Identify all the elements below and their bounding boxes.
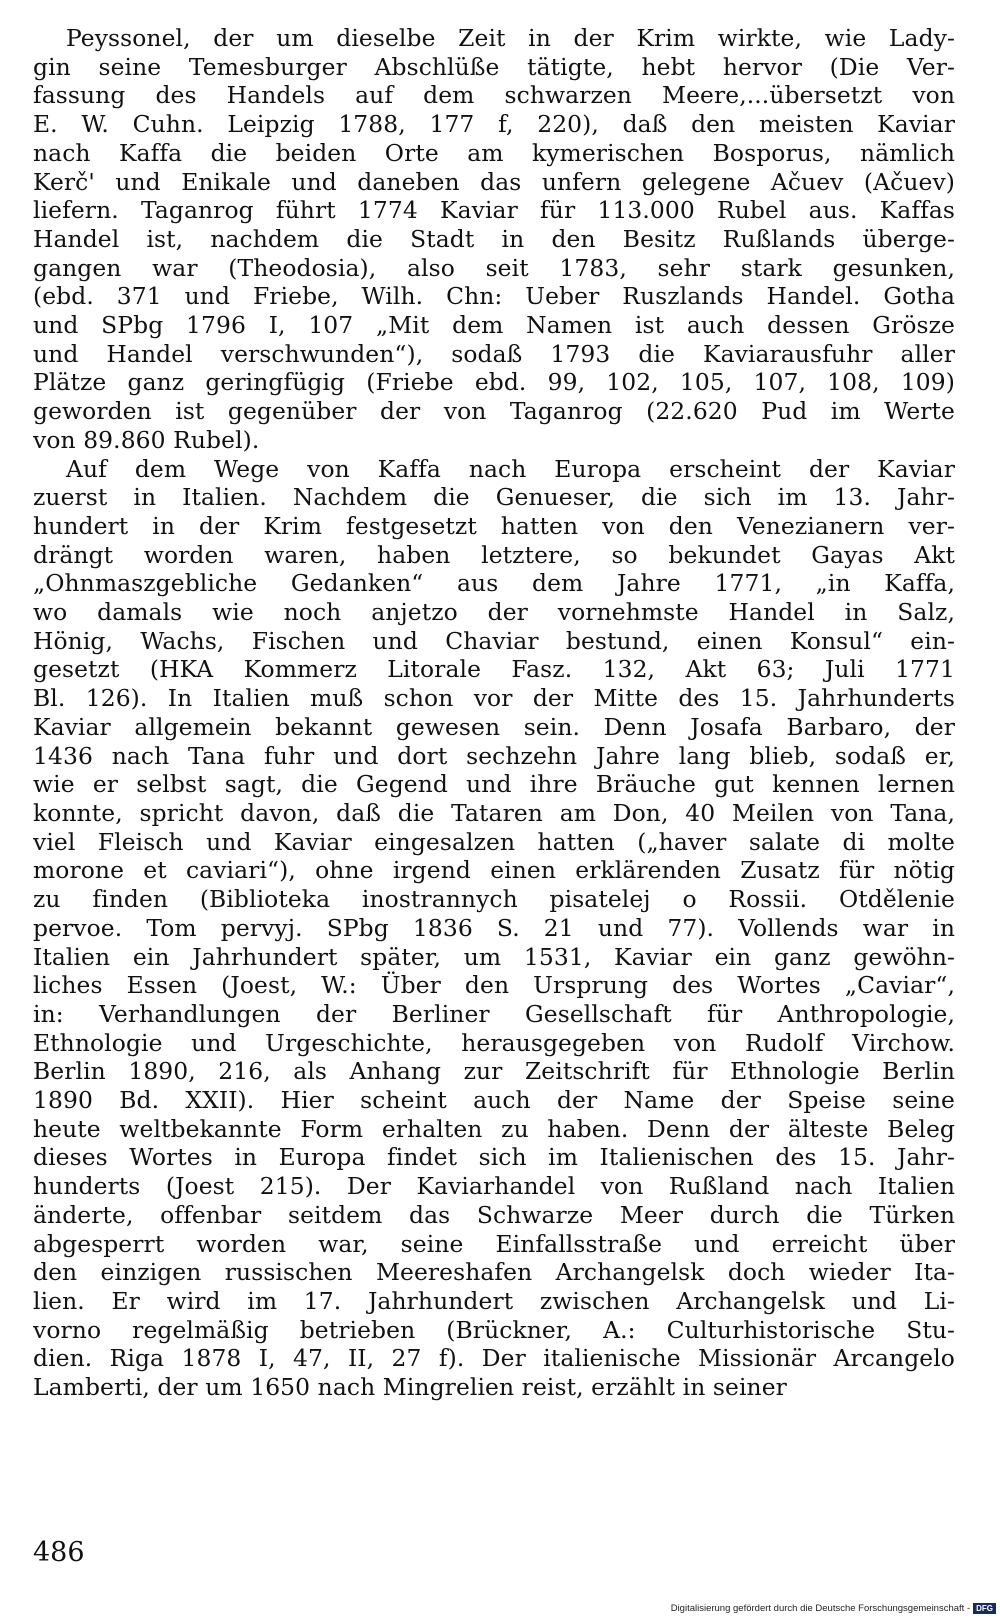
text-line: Auf dem Wege von Kaffa nach Europa erscheint der Kaviar <box>66 454 955 483</box>
text-line: wo damals wie noch anjetzo der vornehmste Handel in Salz, <box>33 598 955 627</box>
dfg-logo: DFG <box>973 1603 996 1614</box>
text-line: lien. Er wird im 17. Jahrhundert zwischen Archangelsk und Li- <box>33 1286 955 1315</box>
paragraph-1 <box>33 24 955 455</box>
text-line: (ebd. 371 und Friebe, Wilh. Chn: Ueber Ruszlands Handel. Gotha <box>33 282 955 311</box>
text-line: gangen war (Theodosia), also seit 1783, sehr stark gesunken, <box>33 253 955 282</box>
text-line: heute weltbekannte Form erhalten zu haben. Denn der älteste Beleg <box>33 1114 955 1143</box>
text-line: zuerst in Italien. Nachdem die Genueser, die sich im 13. Jahr- <box>33 483 955 512</box>
text-line: 1436 nach Tana fuhr und dort sechzehn Jahre lang blieb, sodaß er, <box>33 741 955 770</box>
text-line: Ethnologie und Urgeschichte, herausgegeben von Rudolf Virchow. <box>33 1028 955 1057</box>
document-body <box>33 24 955 1402</box>
paragraph-2 <box>33 455 955 1402</box>
text-line: abgesperrt worden war, seine Einfallsstraße und erreicht über <box>33 1229 955 1258</box>
page-number: 486 <box>33 1537 85 1568</box>
text-line: nach Kaffa die beiden Orte am kymerischen Bosporus, nämlich <box>33 138 955 167</box>
text-line: den einzigen russischen Meereshafen Archangelsk doch wieder Ita- <box>33 1258 955 1287</box>
text-line: liches Essen (Joest, W.: Über den Ursprung des Wortes „Caviar“, <box>33 971 955 1000</box>
text-line: gesetzt (HKA Kommerz Litorale Fasz. 132, Akt 63; Juli 1771 <box>33 655 955 684</box>
text-line: morone et caviari“), ohne irgend einen erklärenden Zusatz für nötig <box>33 856 955 885</box>
text-line: und Handel verschwunden“), sodaß 1793 die Kaviarausfuhr aller <box>33 339 955 368</box>
text-line: zu finden (Biblioteka inostrannych pisatelej o Rossii. Otdělenie <box>33 885 955 914</box>
text-line: Hönig, Wachs, Fischen und Chaviar bestund, einen Konsul“ ein- <box>33 626 955 655</box>
text-line: Berlin 1890, 216, als Anhang zur Zeitschrift für Ethnologie Berlin <box>33 1057 955 1086</box>
text-line: pervoe. Tom pervyj. SPbg 1836 S. 21 und 77). Vollends war in <box>33 913 955 942</box>
text-line: in: Verhandlungen der Berliner Gesellschaft für Anthropologie, <box>33 999 955 1028</box>
text-line: dien. Riga 1878 I, 47, II, 27 f). Der italienische Missionär Arcangelo <box>33 1344 955 1373</box>
text-line: Kaviar allgemein bekannt gewesen sein. Denn Josafa Barbaro, der <box>33 712 955 741</box>
text-line: fassung des Handels auf dem schwarzen Meere,...übersetzt von <box>33 81 955 110</box>
text-line: „Ohnmaszgebliche Gedanken“ aus dem Jahre 1771, „in Kaffa, <box>33 569 955 598</box>
text-line: Peyssonel, der um dieselbe Zeit in der Krim wirkte, wie Lady- <box>66 24 955 52</box>
text-line: und SPbg 1796 I, 107 „Mit dem Namen ist auch dessen Grösze <box>33 311 955 340</box>
text-line: Lamberti, der um 1650 nach Mingrelien reist, erzählt in seiner <box>33 1373 787 1402</box>
text-line: konnte, spricht davon, daß die Tataren am Don, 40 Meilen von Tana, <box>33 798 955 827</box>
text-line: hundert in der Krim festgesetzt hatten von den Venezianern ver- <box>33 511 955 540</box>
text-line: 1890 Bd. XXII). Hier scheint auch der Name der Speise seine <box>33 1086 955 1115</box>
text-line: viel Fleisch und Kaviar eingesalzen hatten („haver salate di molte <box>33 827 955 856</box>
text-line: vorno regelmäßig betrieben (Brückner, A.: Culturhistorische Stu- <box>33 1315 955 1344</box>
text-line: Handel ist, nachdem die Stadt in den Besitz Rußlands überge- <box>33 224 955 253</box>
text-line: Kerč' und Enikale und daneben das unfern gelegene Ačuev (Ačuev) <box>33 167 955 196</box>
credit-text: Digitalisierung gefördert durch die Deutsche Forschungsgemeinschaft - <box>670 1603 971 1614</box>
text-line: änderte, offenbar seitdem das Schwarze Meer durch die Türken <box>33 1200 955 1229</box>
text-line: hunderts (Joest 215). Der Kaviarhandel von Rußland nach Italien <box>33 1172 955 1201</box>
text-line: Plätze ganz geringfügig (Friebe ebd. 99, 102, 105, 107, 108, 109) <box>33 368 955 397</box>
text-line: liefern. Taganrog führt 1774 Kaviar für 113.000 Rubel aus. Kaffas <box>33 196 955 225</box>
text-line: Bl. 126). In Italien muß schon vor der Mitte des 15. Jahrhunderts <box>33 684 955 713</box>
text-line: gin seine Temesburger Abschlüße tätigte, hebt hervor (Die Ver- <box>33 52 955 81</box>
digitization-credit <box>671 1603 996 1614</box>
text-line: Italien ein Jahrhundert später, um 1531, Kaviar ein ganz gewöhn- <box>33 942 955 971</box>
text-line: geworden ist gegenüber der von Taganrog (22.620 Pud im Werte <box>33 397 955 426</box>
text-line: drängt worden waren, haben letztere, so bekundet Gayas Akt <box>33 540 955 569</box>
text-line: E. W. Cuhn. Leipzig 1788, 177 f, 220), daß den meisten Kaviar <box>33 110 955 139</box>
text-line: dieses Wortes in Europa findet sich im Italienischen des 15. Jahr- <box>33 1143 955 1172</box>
text-line: von 89.860 Rubel). <box>33 425 260 454</box>
text-line: wie er selbst sagt, die Gegend und ihre Bräuche gut kennen lernen <box>33 770 955 799</box>
